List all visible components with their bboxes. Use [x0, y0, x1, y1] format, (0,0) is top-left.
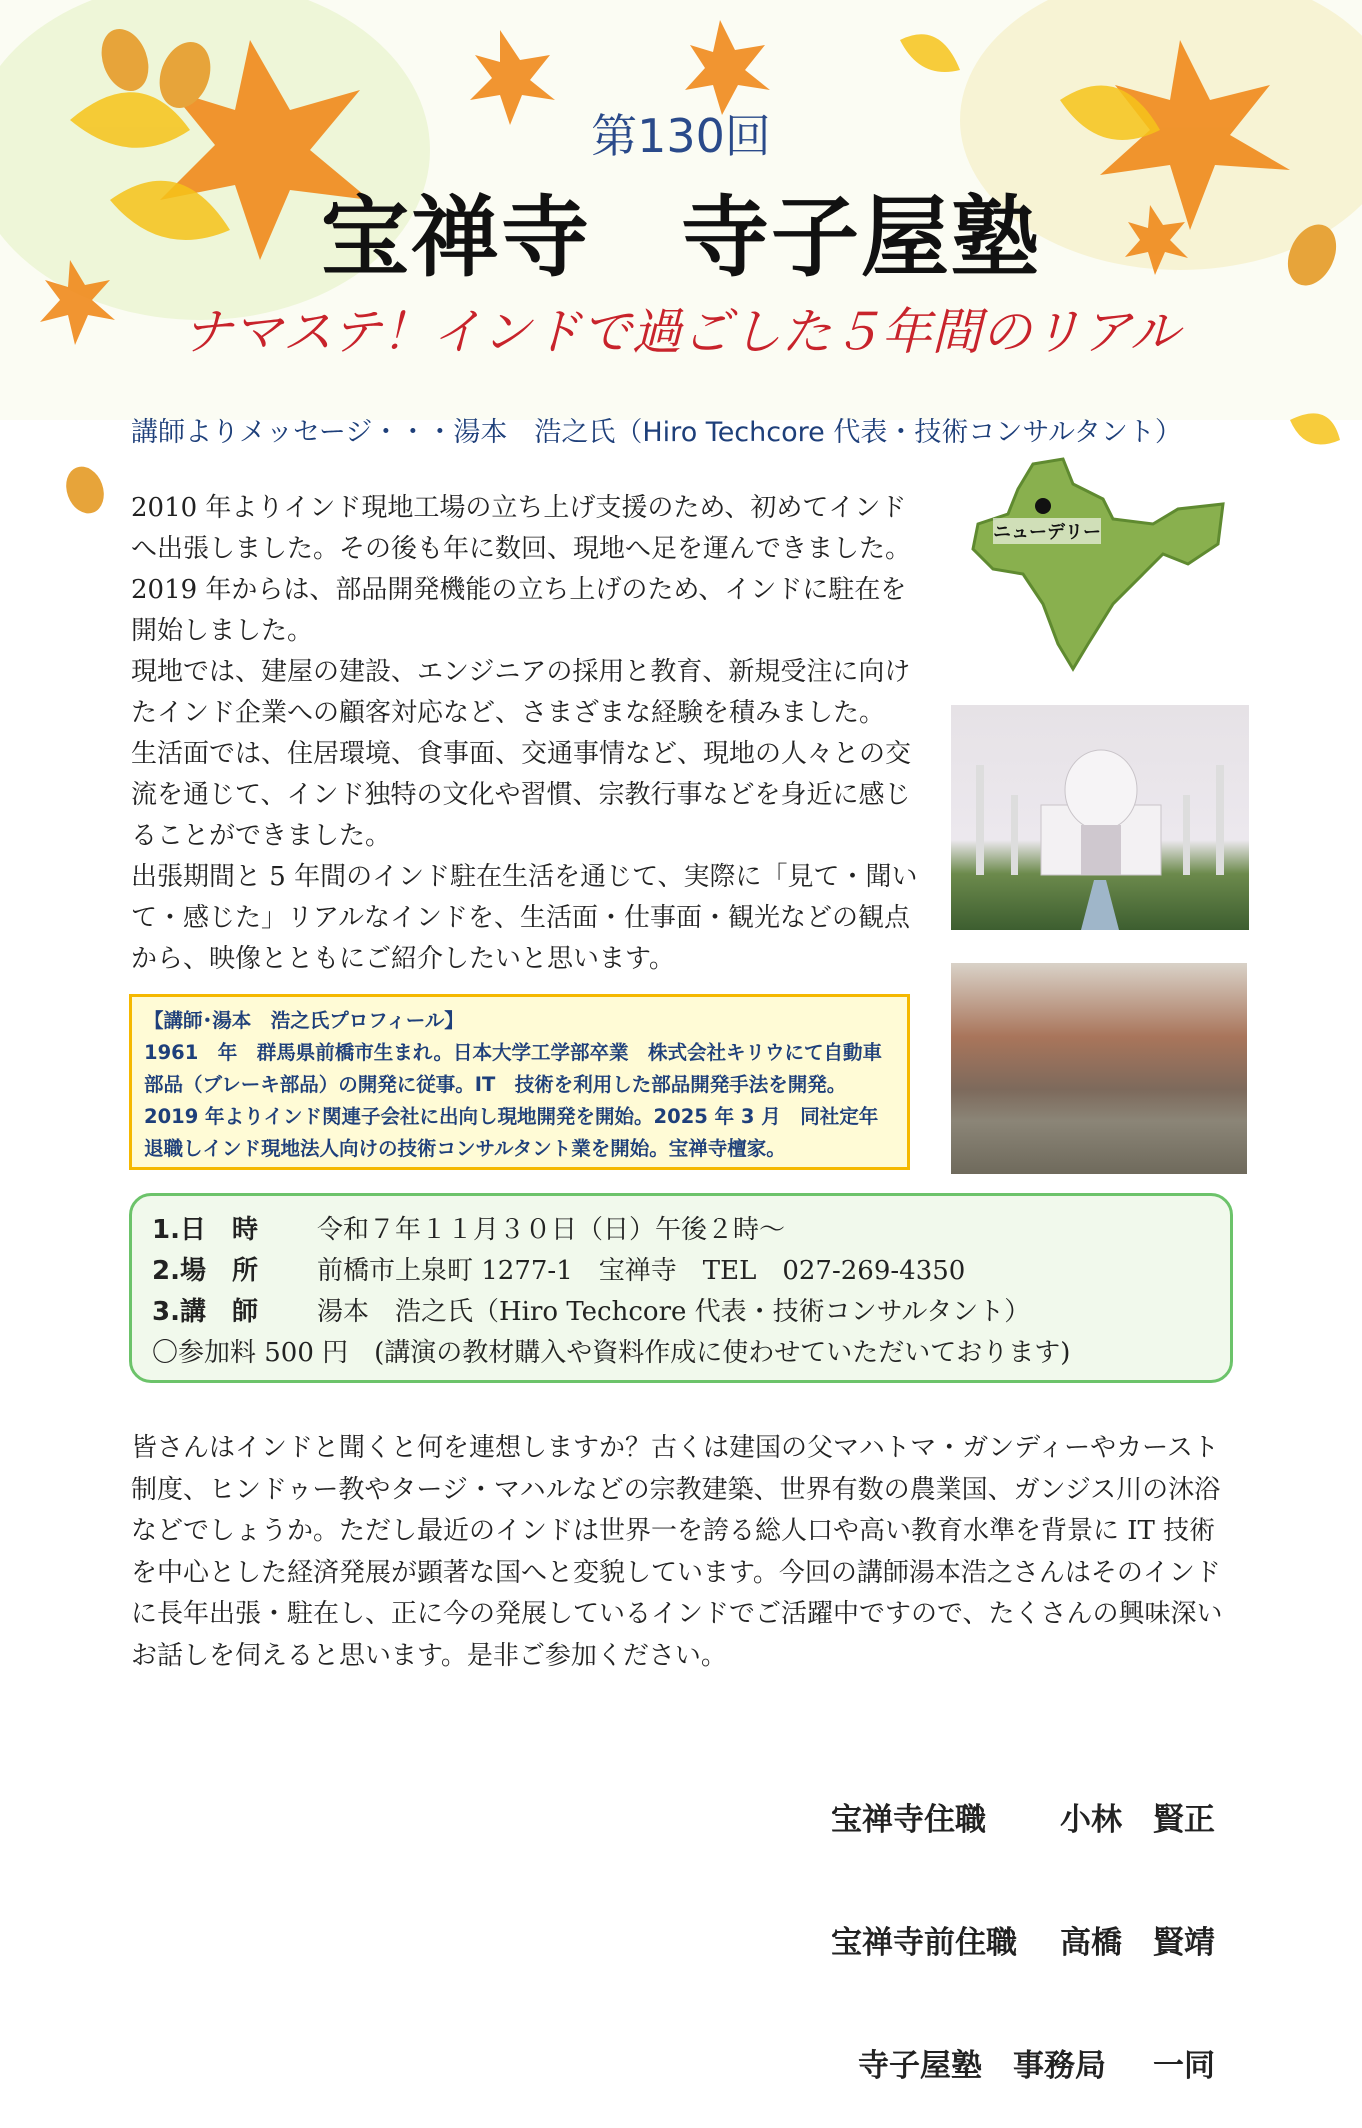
- info-label: 3.講 師: [152, 1297, 258, 1327]
- signature-line: [831, 1923, 1215, 1964]
- message-paragraph: 現地では、建屋の建設、エンジニアの採用と教育、新規受注に向けたインド企業への顧客対応など、さまざまな経験を積みました。: [131, 657, 911, 728]
- session-number: 第130回: [591, 109, 771, 163]
- message-paragraph: 出張期間と 5 年間のインド駐在生活を通じて、実際に「見て・聞いて・感じた」リアルなインドを、生活面・仕事面・観光などの観点から、映像とともにご紹介したいと思います。: [131, 862, 918, 974]
- signature-role: 宝禅寺前住職: [831, 1925, 1017, 1961]
- taj-mahal-photo: [951, 705, 1249, 930]
- map-label-new-delhi: ニューデリー: [993, 518, 1101, 544]
- info-value: 令和７年１１月３０日（日）午後２時～: [317, 1215, 786, 1245]
- india-map-shape: [963, 454, 1227, 675]
- info-label: 1.日 時: [152, 1215, 258, 1245]
- profile-text: 1961 年 群馬県前橋市生まれ。日本大学工学部卒業 株式会社キリウにて自動車部品（ブレーキ部品）の開発に従事。IT 技術を利用した部品開発手法を開発。2019 年よりインド関連子会社に出向し現地開発を開始。2025 年 3 月 同社定年退職しインド現地法人向けの技術コンサルタント業を開始。宝禅寺檀家。: [144, 1041, 882, 1160]
- event-info-box: [129, 1193, 1233, 1383]
- india-map: [963, 454, 1227, 675]
- signature-role: 寺子屋塾 事務局: [858, 2048, 1106, 2084]
- message-paragraph: 2010 年よりインド現地工場の立ち上げ支援のため、初めてインドへ出張しました。その後も年に数回、現地へ足を運んできました。2019 年からは、部品開発機能の立ち上げのため、インドに駐在を開始しました。: [131, 493, 912, 646]
- signature-name: 小林 賢正: [1060, 1802, 1215, 1838]
- info-label: 2.場 所: [152, 1256, 258, 1286]
- info-row-datetime: [152, 1210, 1210, 1251]
- info-row-place: [152, 1251, 1210, 1292]
- info-row-lecturer: [152, 1292, 1210, 1333]
- signature-line: [831, 2046, 1215, 2087]
- message-paragraph: 生活面では、住居環境、食事面、交通事情など、現地の人々との交流を通じて、インド独特の文化や習慣、宗教行事などを身近に感じることができました。: [131, 739, 912, 851]
- lecturer-profile-box: [129, 994, 910, 1170]
- taj-mahal-image: [951, 705, 1249, 930]
- signature-line: [831, 1800, 1215, 1841]
- ganges-ghat-photo: [951, 963, 1247, 1174]
- event-subtitle: ナマステ！インドで過ごした５年間のリアル: [182, 303, 1180, 361]
- signatures: [831, 1718, 1215, 2128]
- signature-name: 一同: [1153, 2048, 1215, 2084]
- message-heading: 講師よりメッセージ・・・湯本 浩之氏（Hiro Techcore 代表・技術コンサルタント）: [131, 417, 1182, 448]
- info-fee: 〇参加料 500 円 (講演の教材購入や資料作成に使わせていただいております): [152, 1338, 1071, 1368]
- profile-heading: 【講師･湯本 浩之氏プロフィール】: [144, 1009, 464, 1032]
- signature-role: 宝禅寺住職: [831, 1802, 986, 1838]
- info-value: 前橋市上泉町 1277-1 宝禅寺 TEL 027-269-4350: [317, 1256, 966, 1286]
- message-body: [131, 488, 931, 980]
- signature-name: 高橋 賢靖: [1060, 1925, 1215, 1961]
- event-title: 宝禅寺 寺子屋塾: [320, 186, 1041, 289]
- closing-paragraph: 皆さんはインドと聞くと何を連想しますか？古くは建国の父マハトマ・ガンディーやカースト制度、ヒンドゥー教やタージ・マハルなどの宗教建築、世界有数の農業国、ガンジス川の沐浴などでしょうか。ただし最近のインドは世界一を誇る総人口や高い教育水準を背景に IT 技術を中心とした経済発展が顕著な国へと変貌しています。今回の講師湯本浩之さんはそのインドに長年出張・駐在し、正に今の発展しているインドでご活躍中ですので、たくさんの興味深いお話しを伺えると思います。是非ご参加ください。: [131, 1433, 1223, 1671]
- info-value: 湯本 浩之氏（Hiro Techcore 代表・技術コンサルタント）: [317, 1297, 1031, 1327]
